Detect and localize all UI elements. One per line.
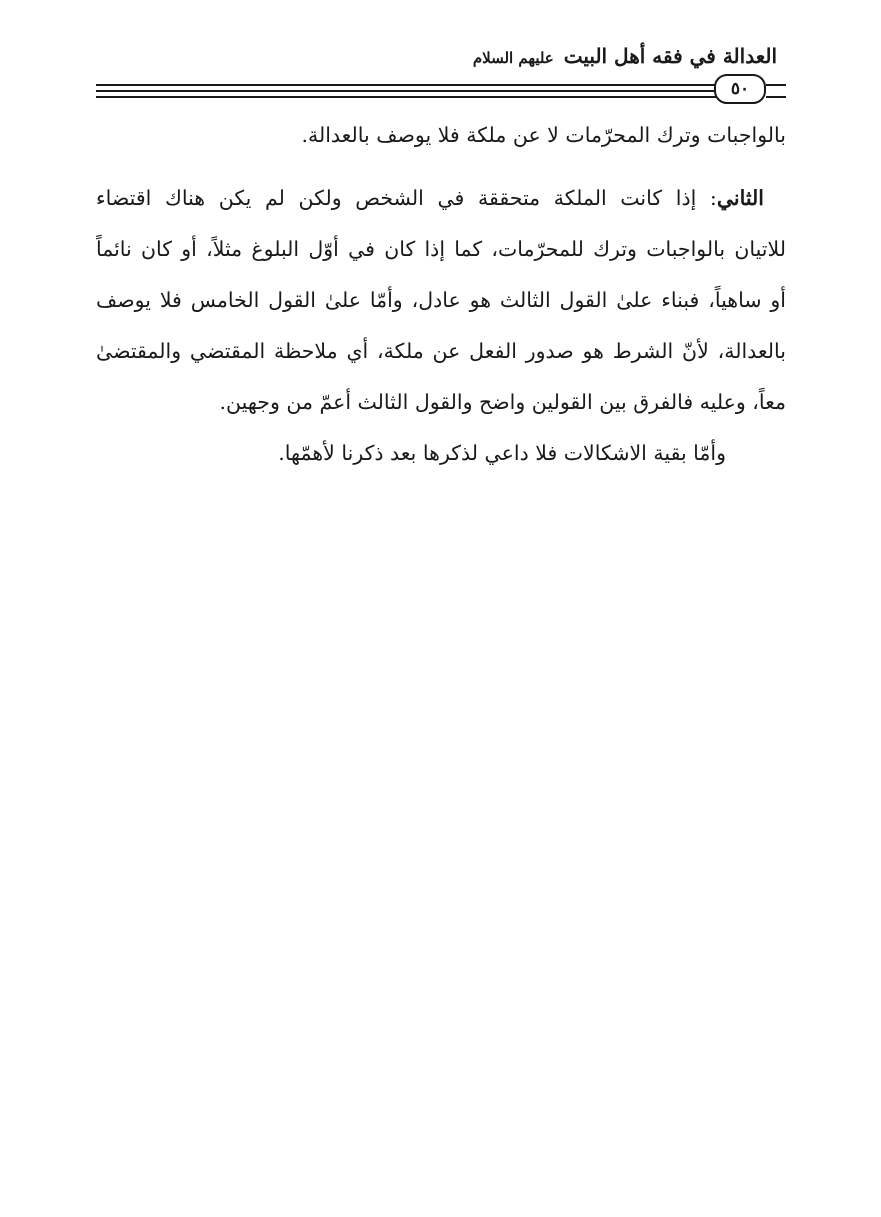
text-line [96,173,786,224]
page-header [0,0,881,100]
text-line: أو ساهياً، فبناء علىٰ القول الثالث هو عادل، وأمّا علىٰ القول الخامس فلا يوصف [96,288,786,312]
text-line: بالواجبات وترك المحرّمات لا عن ملكة فلا يوصف بالعدالة. [301,123,786,147]
header-rule-bottom [96,96,722,98]
text-line: وأمّا بقية الاشكالات فلا داعي لذكرها بعد ذكرنا لأهمّها. [278,441,726,465]
text-line: للاتيان بالواجبات وترك للمحرّمات، كما إذا كان في أوّل البلوغ مثلاً، أو كان نائماً [96,237,786,261]
text-line: معاً، وعليه فالفرق بين القولين واضح والقول الثالث أعمّ من وجهين. [219,390,786,414]
header-rule-tail [766,84,786,98]
paragraph-2 [96,173,786,428]
header-rule-middle [96,90,722,92]
running-title [473,36,777,78]
paragraph-3 [96,428,786,479]
text-line: بالعدالة، لأنّ الشرط هو صدور الفعل عن ملكة، أي ملاحظة المقتضي والمقتضىٰ [96,339,786,363]
page-body [96,110,786,479]
book-title: العدالة في فقه أهل البيت [563,44,777,68]
page-number: ٥٠ [714,74,766,104]
honorific-calligraphy: عليهم السلام [472,49,554,67]
paragraph-1 [96,110,786,161]
header-rule-top [96,84,722,86]
text-line-rest: : إذا كانت الملكة متحققة في الشخص ولكن لم يكن هناك اقتضاء [96,186,717,210]
paragraph-keyword: الثاني [716,186,764,210]
